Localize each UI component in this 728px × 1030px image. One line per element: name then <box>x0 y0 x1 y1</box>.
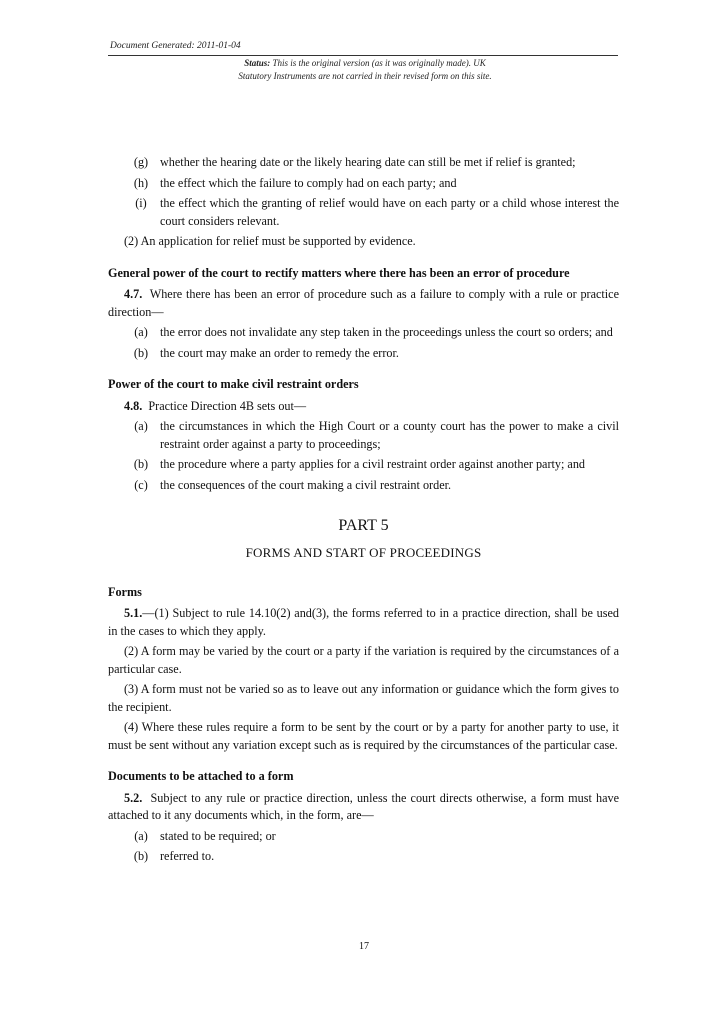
section-heading: Power of the court to make civil restraint orders <box>108 377 359 391</box>
list-text: the circumstances in which the High Court or a county court has the power to make a civil restraint order against a party to proceedings; <box>160 419 619 451</box>
section-heading: General power of the court to rectify matters where there has been an error of procedure <box>108 265 570 280</box>
rule-number: 4.8. <box>124 398 143 413</box>
list-text: the effect which the granting of relief would have on each party or a child whose interest the court considers relevant. <box>160 196 619 228</box>
list-item <box>108 154 619 172</box>
paragraph: (2) A form may be varied by the court or a party if the variation is required by the circumstances of a particular case. <box>108 644 619 676</box>
list-item <box>108 456 619 474</box>
paragraph <box>108 398 619 416</box>
status-text: This is the original version (as it was originally made). UK <box>272 58 486 68</box>
status-line-2: Statutory Instruments are not carried in their revised form on this site. <box>238 71 492 81</box>
list-text: the error does not invalidate any step taken in the proceedings unless the court so orders; and <box>160 325 613 339</box>
list-label: (c) <box>134 477 148 492</box>
list-item <box>108 848 619 866</box>
list-item <box>108 175 619 193</box>
rule-text: Where there has been an error of procedure such as a failure to comply with a rule or practice direction— <box>108 287 620 319</box>
list-item <box>108 418 619 453</box>
list-label: (a) <box>134 828 148 843</box>
list-text: referred to. <box>160 849 215 863</box>
list-text: the court may make an order to remedy the error. <box>160 345 399 360</box>
list-item <box>108 195 619 230</box>
list-label: (g) <box>133 155 149 169</box>
section-heading: Documents to be attached to a form <box>108 769 294 783</box>
part-title: PART 5 <box>338 517 389 534</box>
list-label: (b) <box>133 849 149 863</box>
list-text: whether the hearing date or the likely hearing date can still be met if relief is granted; <box>160 155 576 169</box>
rule-text: —(1) Subject to rule 14.10(2) and(3), the forms referred to in a practice direction, shall be used in the cases to which they apply. <box>108 606 619 638</box>
status-label: Status: <box>244 58 271 68</box>
paragraph <box>108 790 619 825</box>
list-label: (a) <box>134 325 148 339</box>
list-label: (a) <box>134 419 148 433</box>
rule-number: 5.2. <box>124 790 143 805</box>
list-item <box>108 477 619 495</box>
list-label: (h) <box>133 175 149 190</box>
paragraph: (4) Where these rules require a form to be sent by the court or by a party for another party to use, it must be sent without any variation except such as is required by the circumstances of the particular case. <box>108 720 619 752</box>
rule-text: Practice Direction 4B sets out— <box>148 398 307 413</box>
paragraph: (2) An application for relief must be supported by evidence. <box>124 234 416 248</box>
list-label: (b) <box>133 457 149 471</box>
list-text: the consequences of the court making a civil restraint order. <box>160 477 452 492</box>
page-number: 17 <box>359 941 369 952</box>
rule-number: 5.1. <box>124 606 143 620</box>
paragraph <box>108 286 619 321</box>
list-item <box>108 345 619 363</box>
document-body <box>108 154 619 866</box>
list-item <box>108 828 619 846</box>
header-rule <box>108 55 618 56</box>
list-item <box>108 324 619 342</box>
rule-text: Subject to any rule or practice direction, unless the court directs otherwise, a form must have attached to it any documents which, in the form, are— <box>108 790 619 822</box>
list-label: (i) <box>135 196 147 210</box>
status-line <box>110 58 620 68</box>
document-generated-date: Document Generated: 2011-01-04 <box>110 41 241 51</box>
list-label: (b) <box>133 345 149 360</box>
paragraph <box>108 605 619 640</box>
list-text: the procedure where a party applies for a civil restraint order against another party; and <box>160 457 586 471</box>
part-subtitle: FORMS AND START OF PROCEEDINGS <box>245 545 482 560</box>
list-text: stated to be required; or <box>160 828 276 843</box>
section-heading: Forms <box>108 584 142 599</box>
paragraph: (3) A form must not be varied so as to leave out any information or guidance which the form gives to the recipient. <box>108 682 619 714</box>
rule-number: 4.7. <box>124 287 143 301</box>
list-text: the effect which the failure to comply had on each party; and <box>160 175 457 190</box>
